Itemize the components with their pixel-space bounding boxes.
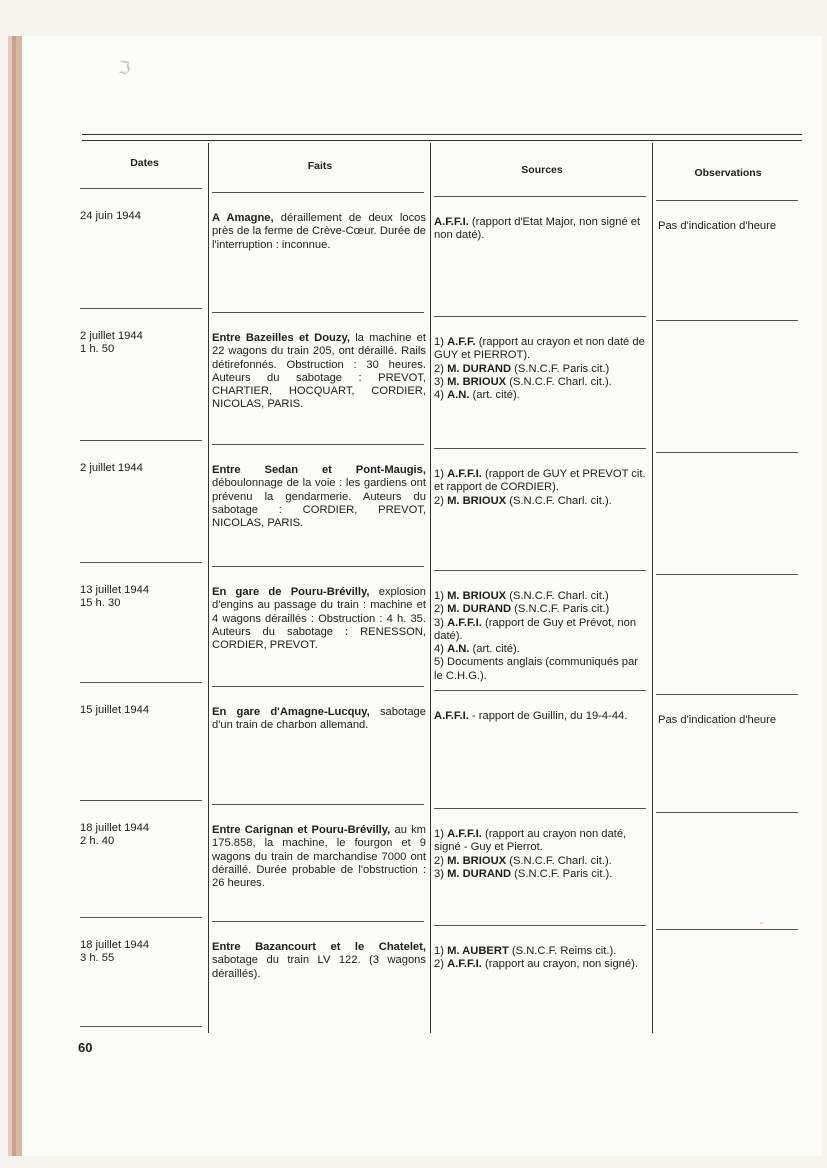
time-text: 3 h. 55	[80, 952, 115, 965]
source-number: 4)	[434, 389, 448, 402]
source-detail: (rapport d'Etat Major, non signé et non daté).	[434, 216, 641, 242]
source-name: A.F.F.	[447, 336, 476, 348]
row-separator	[656, 452, 798, 453]
source-number: 1)	[434, 828, 448, 840]
source-detail: (S.N.C.F. Charl. cit.)	[506, 590, 609, 602]
source-name: M. DURAND	[447, 362, 512, 375]
sources-cell	[434, 336, 648, 402]
source-detail: (art. cité).	[469, 389, 520, 402]
faits-text: sabotage d'un train de charbon allemand.	[212, 706, 426, 732]
date-cell	[80, 939, 204, 966]
faits-cell	[212, 464, 426, 530]
source-number: 1)	[434, 336, 448, 348]
place-name: Entre Bazeilles et Douzy,	[212, 332, 350, 344]
source-number: 2)	[434, 958, 448, 971]
source-item	[434, 389, 648, 402]
source-detail: (S.N.C.F. Paris cit.)	[511, 603, 610, 616]
row-separator	[80, 562, 202, 563]
observation-cell: Pas d'indication d'heure	[658, 220, 777, 232]
source-number: 3)	[434, 616, 448, 629]
source-name: A.F.F.I.	[447, 468, 482, 480]
date-cell	[80, 704, 204, 717]
date-text: 2 juillet 1944	[80, 330, 143, 342]
source-number: 3)	[434, 375, 448, 388]
source-number: 2)	[434, 494, 448, 507]
faits-cell	[212, 824, 426, 890]
source-detail: (S.N.C.F. Paris cit.)	[511, 362, 610, 375]
source-number: 1)	[434, 590, 448, 602]
place-name: En gare de Pouru-Brévilly,	[212, 586, 370, 598]
source-detail: (S.N.C.F. Charl. cit.).	[506, 375, 612, 388]
row-separator	[434, 690, 646, 691]
row-separator	[80, 440, 202, 441]
column-rule	[208, 143, 209, 1033]
row-separator	[656, 694, 798, 695]
row-separator	[434, 196, 646, 197]
source-name: M. BRIOUX	[447, 854, 507, 867]
sources-cell	[434, 216, 648, 243]
row-separator	[212, 686, 424, 687]
source-name: A.N.	[447, 389, 470, 402]
row-separator	[434, 570, 646, 571]
place-name: Entre Bazancourt et le Chatelet,	[212, 941, 426, 953]
date-cell	[80, 462, 204, 475]
source-item	[434, 336, 648, 363]
row-separator	[656, 200, 798, 201]
source-item	[434, 958, 648, 971]
date-text: 2 juillet 1944	[80, 462, 143, 474]
source-name: A.F.F.I.	[447, 828, 482, 840]
faits-cell	[212, 706, 426, 733]
source-item	[434, 643, 648, 656]
faits-cell	[212, 586, 426, 652]
time-text: 1 h. 50	[80, 343, 115, 356]
source-item	[434, 617, 648, 644]
date-cell	[80, 584, 204, 611]
faits-cell	[212, 941, 426, 981]
row-separator	[434, 925, 646, 926]
sources-cell	[434, 945, 648, 972]
date-cell	[80, 210, 204, 223]
faits-text: au km 175.858, la machine, le fourgon et 9 wagons du train de marchandise 7000 ont déraillé. Durée probable de l'obstruction : 26 heures.	[212, 824, 426, 890]
source-name: A.F.F.I.	[434, 216, 469, 228]
ink-speck: ᵕ	[760, 918, 764, 928]
source-item	[434, 468, 648, 495]
source-number: 2)	[434, 854, 448, 867]
time-text: 2 h. 40	[80, 835, 115, 848]
date-cell	[80, 822, 204, 849]
row-separator	[212, 312, 424, 313]
source-number: 1)	[434, 468, 448, 480]
header-dates: Dates	[130, 157, 159, 169]
row-separator	[212, 566, 424, 567]
faits-text: explosion d'engins au passage du train : machine et 4 wagons déraillés : Obstruction : 4 h. 35. Auteurs du sabotage : RENESSON, CORDIER, PREVOT.	[212, 586, 426, 652]
source-detail: (rapport de Guy et Prévot, non daté).	[434, 616, 637, 642]
source-item	[434, 855, 648, 868]
date-text: 15 juillet 1944	[80, 704, 150, 716]
place-name: Entre Sedan et Pont-Maugis,	[212, 464, 426, 476]
date-text: 24 juin 1944	[80, 210, 141, 222]
faits-text: la machine et 22 wagons du train 205, ont déraillé. Rails détirefonnés. Obstruction : 30 heures. Auteurs du sabotage : PREVOT, CHARTIER, HOCQUART, CORDIER, NICOLAS, PARIS.	[212, 332, 426, 411]
row-separator	[80, 800, 202, 801]
source-item	[434, 603, 648, 616]
observation-cell: Pas d'indication d'heure	[658, 714, 777, 726]
source-detail: (S.N.C.F. Paris cit.).	[511, 867, 613, 880]
faits-text: sabotage du train LV 122. (3 wagons déraillés).	[212, 954, 426, 980]
row-separator	[434, 448, 646, 449]
source-name: M. BRIOUX	[447, 590, 507, 602]
source-name: M. BRIOUX	[447, 494, 507, 507]
place-name: Entre Carignan et Pouru-Brévilly,	[212, 824, 391, 836]
faits-cell	[212, 212, 426, 252]
row-separator	[656, 320, 798, 321]
page-number: 60	[78, 1040, 93, 1055]
column-rule	[430, 143, 431, 1033]
source-number: 2)	[434, 362, 448, 375]
row-separator	[656, 812, 798, 813]
row-separator	[656, 929, 798, 930]
source-detail: (art. cité).	[469, 643, 520, 656]
source-detail: - rapport de Guillin, du 19-4-44.	[468, 710, 628, 722]
date-text: 18 juillet 1944	[80, 822, 150, 834]
header-sources: Sources	[521, 164, 563, 176]
source-item	[434, 216, 648, 243]
row-separator	[80, 682, 202, 683]
source-detail: (rapport au crayon et non daté de GUY et PIERROT).	[434, 336, 645, 362]
source-number: 2)	[434, 603, 448, 616]
source-name: A.F.F.I.	[447, 616, 482, 629]
row-separator	[80, 188, 202, 189]
source-item	[434, 376, 648, 389]
source-item	[434, 495, 648, 508]
row-separator	[212, 444, 424, 445]
faits-text: déboulonnage de la voie : les gardiens ont prévenu la gendarmerie. Auteurs du sabotage : CORDIER, PREVOT, NICOLAS, PARIS.	[212, 477, 426, 530]
row-separator	[212, 192, 424, 193]
sources-cell	[434, 710, 648, 723]
source-detail: (S.N.C.F. Charl. cit.).	[506, 494, 612, 507]
row-separator	[80, 917, 202, 918]
header-observations: Observations	[694, 167, 762, 179]
row-separator	[80, 1026, 202, 1027]
source-detail: (rapport au crayon, non signé).	[481, 958, 638, 971]
sources-cell	[434, 828, 648, 881]
header-faits: Faits	[307, 160, 333, 172]
source-item	[434, 868, 648, 881]
source-number: 5) Documents anglais (communiqués par le C.H.G.).	[434, 656, 638, 682]
source-item	[434, 656, 648, 683]
source-item	[434, 945, 648, 958]
row-separator	[212, 804, 424, 805]
source-name: M. BRIOUX	[447, 375, 507, 388]
date-cell	[80, 330, 204, 357]
pencil-mark: ℑ	[118, 58, 131, 79]
time-text: 15 h. 30	[80, 597, 121, 610]
source-name: M. DURAND	[447, 867, 512, 880]
top-rule-2	[82, 140, 802, 141]
source-name: A.N.	[447, 643, 470, 656]
row-separator	[656, 574, 798, 575]
source-number: 4)	[434, 643, 448, 656]
place-name: En gare d'Amagne-Lucquy,	[212, 706, 370, 718]
row-separator	[434, 316, 646, 317]
source-item	[434, 828, 648, 855]
source-number: 1)	[434, 945, 448, 957]
sources-cell	[434, 468, 648, 508]
source-detail: (rapport de GUY et PREVOT cit. et rapport de CORDIER).	[434, 468, 646, 494]
source-detail: (rapport au crayon non daté, signé - Guy et Pierrot.	[434, 828, 627, 854]
column-rule	[652, 143, 653, 1033]
row-separator	[434, 808, 646, 809]
row-separator	[212, 921, 424, 922]
source-item	[434, 363, 648, 376]
row-separator	[80, 308, 202, 309]
source-detail: (S.N.C.F. Charl. cit.).	[506, 854, 612, 867]
sources-cell	[434, 590, 648, 683]
source-number: 3)	[434, 867, 448, 880]
source-name: M. DURAND	[447, 603, 512, 616]
source-item	[434, 710, 648, 723]
source-name: A.F.F.I.	[434, 710, 469, 722]
faits-text: déraillement de deux locos près de la ferme de Crève-Cœur. Durée de l'interruption : inconnue.	[212, 212, 426, 251]
date-text: 18 juillet 1944	[80, 939, 150, 951]
date-text: 13 juillet 1944	[80, 584, 150, 596]
place-name: A Amagne,	[212, 212, 274, 224]
source-name: A.F.F.I.	[447, 958, 482, 971]
source-detail: (S.N.C.F. Reims cit.).	[508, 945, 617, 957]
source-name: M. AUBERT	[447, 945, 509, 957]
faits-cell	[212, 332, 426, 412]
top-rule	[82, 134, 802, 135]
source-item	[434, 590, 648, 603]
